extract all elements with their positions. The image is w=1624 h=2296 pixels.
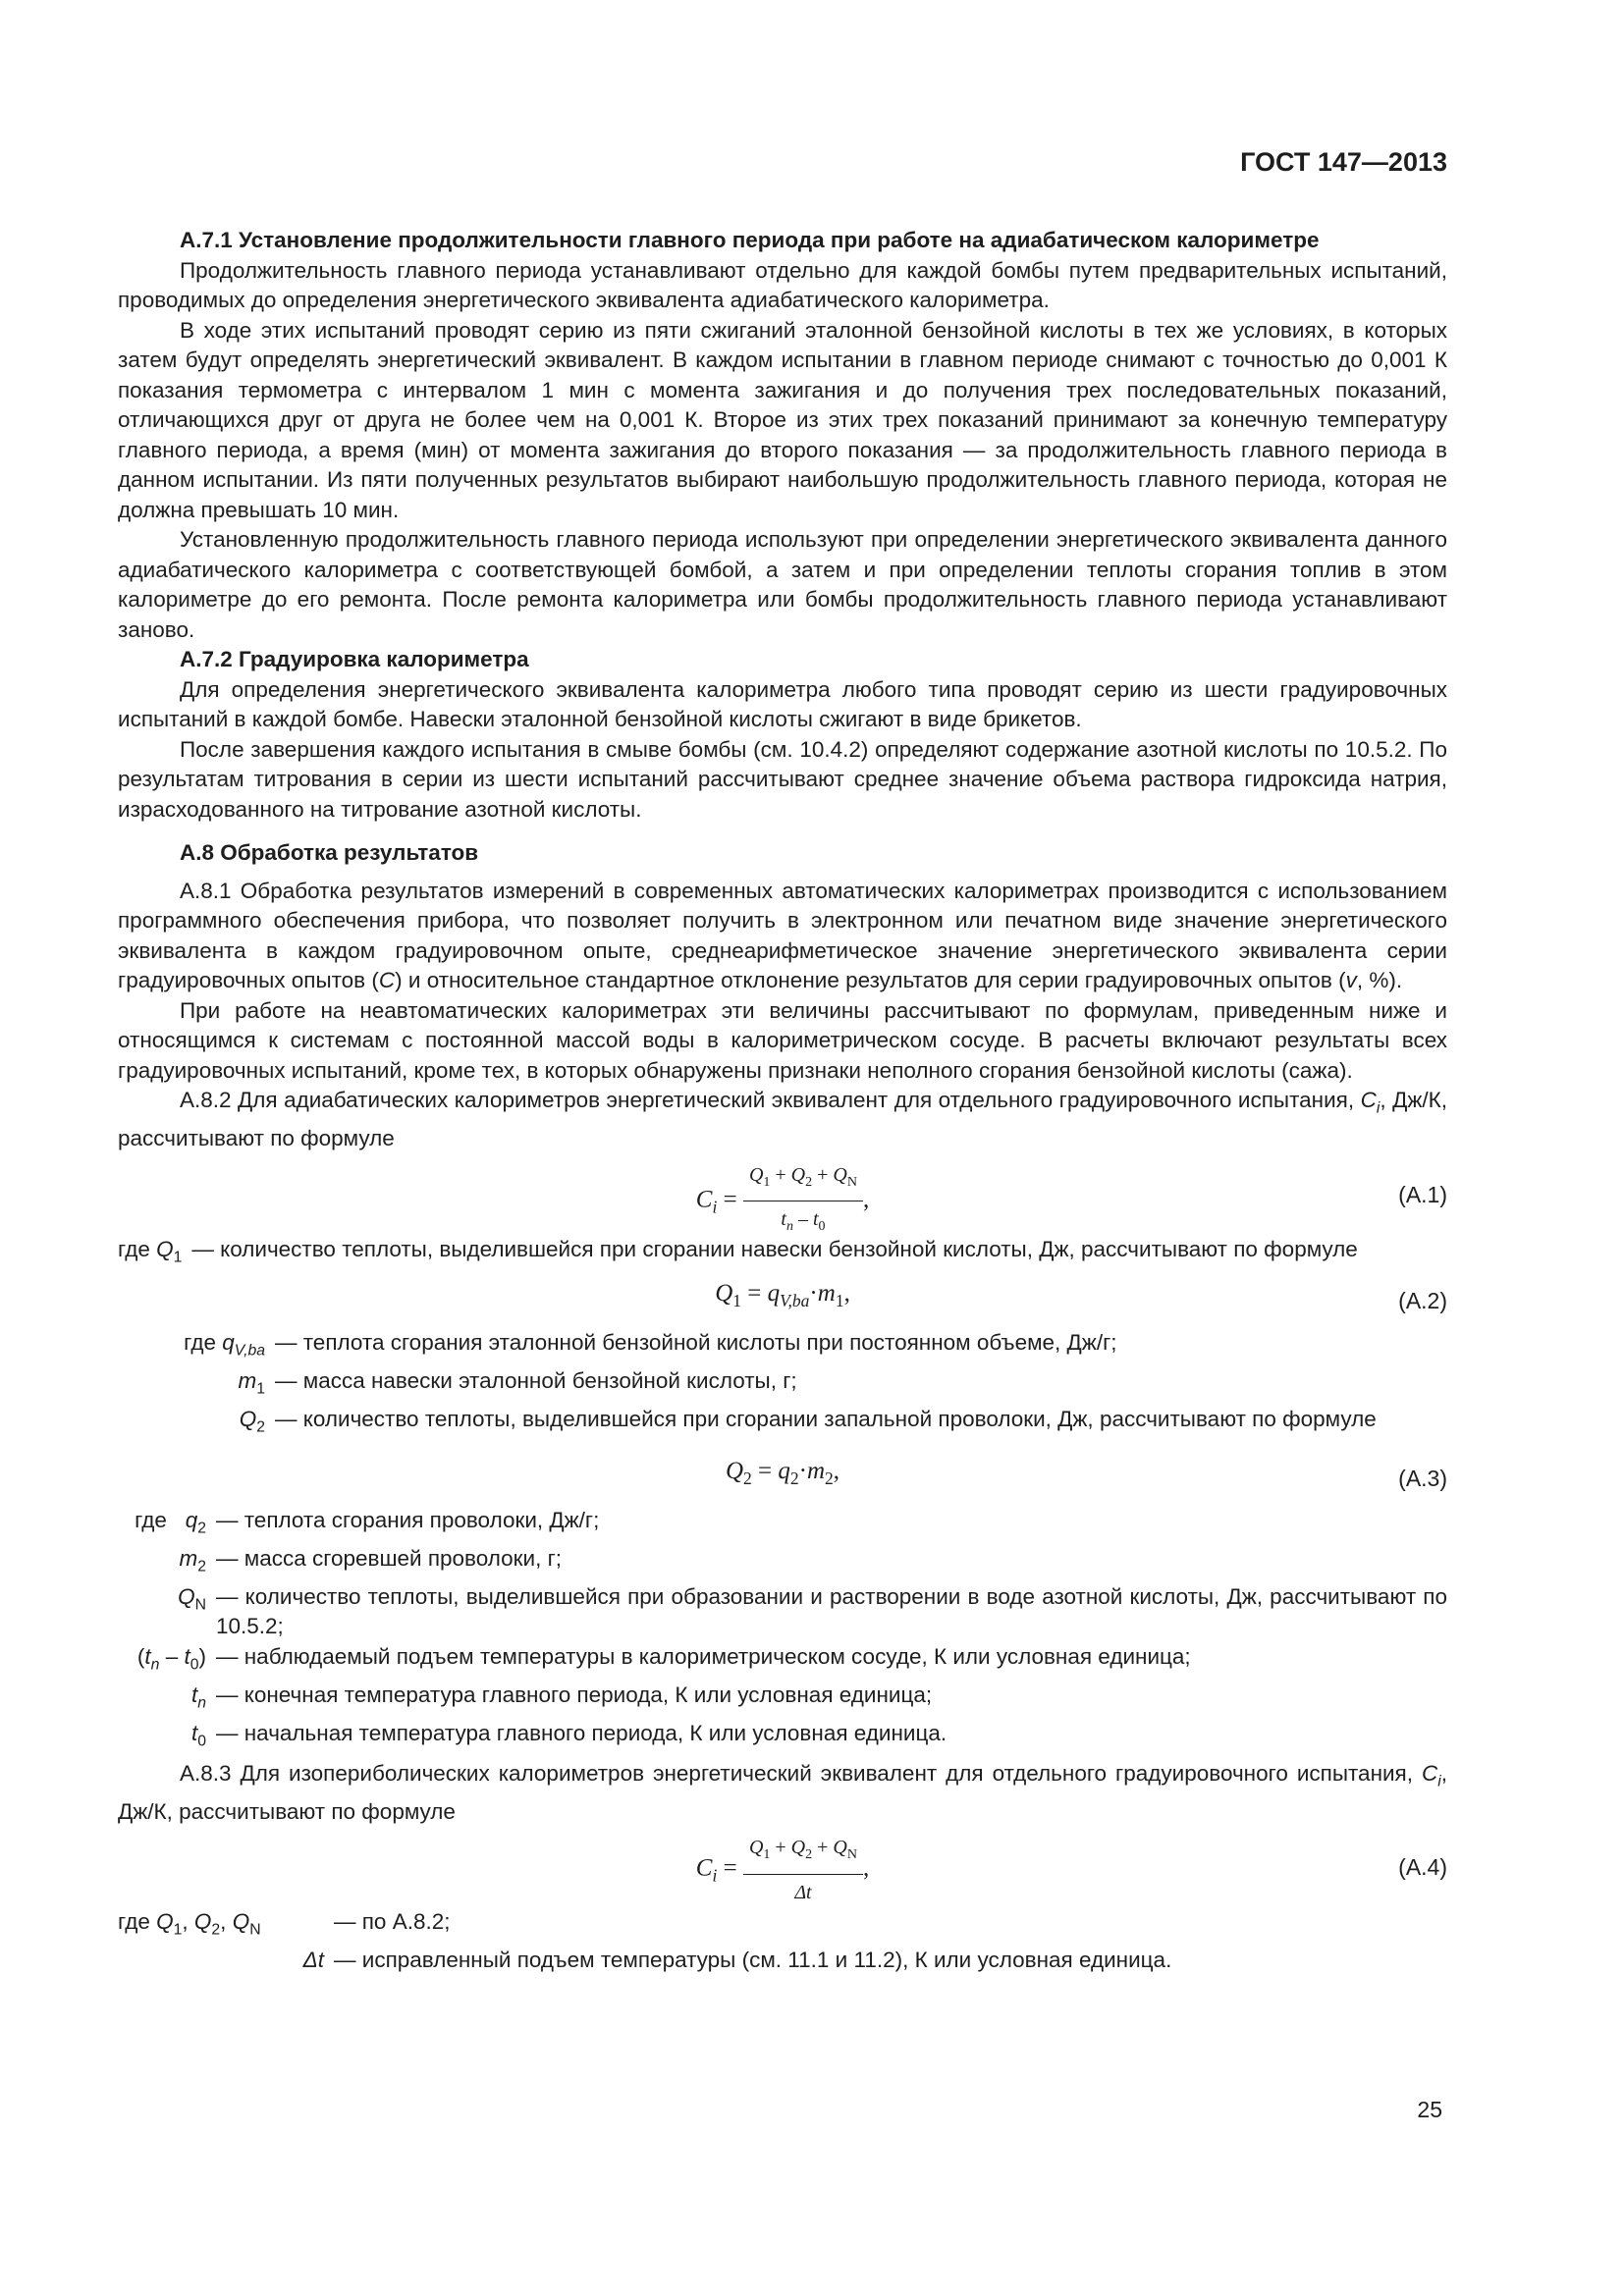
where-list <box>118 1328 1447 1443</box>
symbol: $m_1$ <box>238 1367 265 1397</box>
section-a72-title: А.7.2 Градуировка калориметра <box>180 647 529 671</box>
formula-a1 <box>118 1160 1447 1234</box>
symbol-description: — исправленный подъем температуры (см. 11.1 и 11.2), К или условная единица. <box>334 1948 1172 1972</box>
where-list <box>118 1506 1447 1757</box>
formula-a2 <box>118 1279 1447 1322</box>
symbol-description: — масса навески эталонной бензойной кислоты, г; <box>275 1367 797 1393</box>
equation-number: (А.3) <box>1398 1465 1447 1491</box>
standard-id: ГОСТ 147—2013 <box>1240 147 1447 177</box>
symbol: $Q_N$ <box>178 1583 206 1613</box>
symbol: где $Q_1$, $Q_2$, $Q_N$ <box>118 1909 261 1939</box>
paragraph: А.8.3 Для изопериболических калориметров энергетический эквивалент для отдельного градуировочного испытания, $C_i$, Дж/К, рассчитывают по формуле <box>118 1760 1447 1824</box>
symbol-description: — количество теплоты, выделившейся при образовании и растворении в воде азотной кислоты, Дж, рассчитывают по 10.5.2; <box>216 1583 1447 1638</box>
equation-number: (А.2) <box>1398 1287 1447 1313</box>
symbol-description: — теплота сгорания проволоки, Дж/г; <box>216 1507 600 1532</box>
symbol-description: — количество теплоты, выделившейся при сгорании запальной проволоки, Дж, рассчитывают по формуле <box>275 1406 1377 1431</box>
paragraph: А.8.1 Обработка результатов измерений в современных автоматических калориметрах производится с использованием программного обеспечения прибора, что позволяет получить в электронном или печатном виде значение энергетического эквивалента в каждом градуировочном опыте, среднеарифметическое значение энергетического эквивалента серии градуировочных опытов (C) и относительное стандартное отклонение результатов для серии градуировочных опытов (v, %). <box>118 878 1447 992</box>
where-list <box>118 1907 1447 1976</box>
paragraph: В ходе этих испытаний проводят серию из пяти сжиганий эталонной бензойной кислоты в тех же условиях, в которых затем будут определять энергетический эквивалент. В каждом испытании в главном периоде снимают с точностью до 0,001 К показания термометра с интервалом 1 мин с момента зажигания и до получения трех последовательных показаний, отличающихся друг от друга не более чем на 0,001 К. Второе из этих трех показаний принимают за конечную температуру главного периода, а время (мин) от момента зажигания до второго показания — за продолжительность главного периода в данном испытании. Из пяти полученных результатов выбирают наибольшую продолжительность главного периода, которая не должна превышать 10 мин. <box>118 317 1447 522</box>
symbol-description: — количество теплоты, выделившейся при сгорании навески бензойной кислоты, Дж, рассчитывают по формуле <box>191 1236 1358 1261</box>
paragraph: Продолжительность главного периода устанавливают отдельно для каждой бомбы путем предварительных испытаний, проводимых до определения энергетического эквивалента адиабатического калориметра. <box>118 257 1447 312</box>
paragraph: Для определения энергетического эквивалента калориметра любого типа проводят серию из шести градуировочных испытаний в каждой бомбе. Навески эталонной бензойной кислоты сжигают в виде брикетов. <box>118 676 1447 731</box>
page-number: 25 <box>1417 2097 1442 2122</box>
symbol: $t_0$ <box>190 1720 206 1749</box>
fraction: $\frac{Q_1 + Q_2 + Q_N}{\Delta t}$ <box>743 1833 863 1907</box>
symbol: где $Q_1$ <box>118 1236 183 1265</box>
symbol: где $q_2$ <box>135 1507 206 1536</box>
formula-expression: $Q_2 = q_2\cdot m_2$, <box>725 1457 840 1488</box>
formula-expression: $C_i$ = $\frac{Q_1 + Q_2 + Q_N}{t_n - t_0}$ , <box>118 1160 1447 1243</box>
symbol-description: — масса сгоревшей проволоки, г; <box>216 1545 563 1571</box>
formula-expression: $Q_1 = q_{V,ba}\cdot m_1$, <box>715 1279 850 1310</box>
paragraph: Установленную продолжительность главного периода используют при определении энергетического эквивалента данного адиабатического калориметра с соответствующей бомбой, а затем и при определении теплоты сгорания топлив в этом калориметре до его ремонта. После ремонта калориметра или бомбы продолжительность главного периода устанавливают заново. <box>118 527 1447 642</box>
formula-expression: $C_i$ = $\frac{Q_1 + Q_2 + Q_N}{\Delta t}$ , <box>118 1833 1447 1907</box>
paragraph: А.8.2 Для адиабатических калориметров энергетический эквивалент для отдельного градуировочного испытания, $C_i$, Дж/К, рассчитывают по формуле <box>118 1088 1448 1150</box>
symbol-description: — начальная температура главного периода, К или условная единица. <box>216 1720 947 1745</box>
paragraph: При работе на неавтоматических калориметрах эти величины рассчитывают по формулам, приведенным ниже и относящимся к системам с постоянной массой воды в калориметрическом сосуде. В расчеты включают результаты всех градуировочных испытаний, кроме тех, в которых обнаружены признаки неполного сгорания бензойной кислоты (сажа). <box>118 997 1447 1083</box>
paragraph: После завершения каждого испытания в смыве бомбы (см. 10.4.2) определяют содержание азотной кислоты по 10.5.2. По результатам титрования в серии из шести испытаний рассчитывают среднее значение объема раствора гидроксида натрия, израсходованного на титрование азотной кислоты. <box>118 736 1447 822</box>
symbol-description: — наблюдаемый подъем температуры в калориметрическом сосуде, К или условная единица; <box>216 1643 1191 1669</box>
page-content <box>118 226 1447 1978</box>
fraction: $\frac{Q_1 + Q_2 + Q_N}{t_n - t_0}$ <box>743 1160 863 1243</box>
symbol: Δt <box>302 1948 324 1972</box>
symbol-description: — конечная температура главного периода, К или условная единица; <box>216 1682 933 1707</box>
symbol-description: — теплота сгорания эталонной бензойной кислоты при постоянном объеме, Дж/г; <box>275 1329 1117 1355</box>
section-a8-title: А.8 Обработка результатов <box>180 840 479 865</box>
formula-a4 <box>118 1833 1447 1901</box>
symbol: $t_n$ <box>190 1682 206 1711</box>
symbol-description: — по А.8.2; <box>334 1909 451 1934</box>
symbol: где $q_{V,ba}$ <box>184 1329 265 1359</box>
symbol: $(t_n - t_0)$ <box>136 1643 206 1673</box>
equation-number: (А.1) <box>1398 1181 1447 1207</box>
section-a71-title: А.7.1 Установление продолжительности главного периода при работе на адиабатическом калориметре <box>180 228 1320 252</box>
formula-a3 <box>118 1457 1447 1500</box>
symbol: $m_2$ <box>179 1545 206 1575</box>
symbol: $Q_2$ <box>239 1406 265 1435</box>
equation-number: (А.4) <box>1398 1853 1447 1880</box>
